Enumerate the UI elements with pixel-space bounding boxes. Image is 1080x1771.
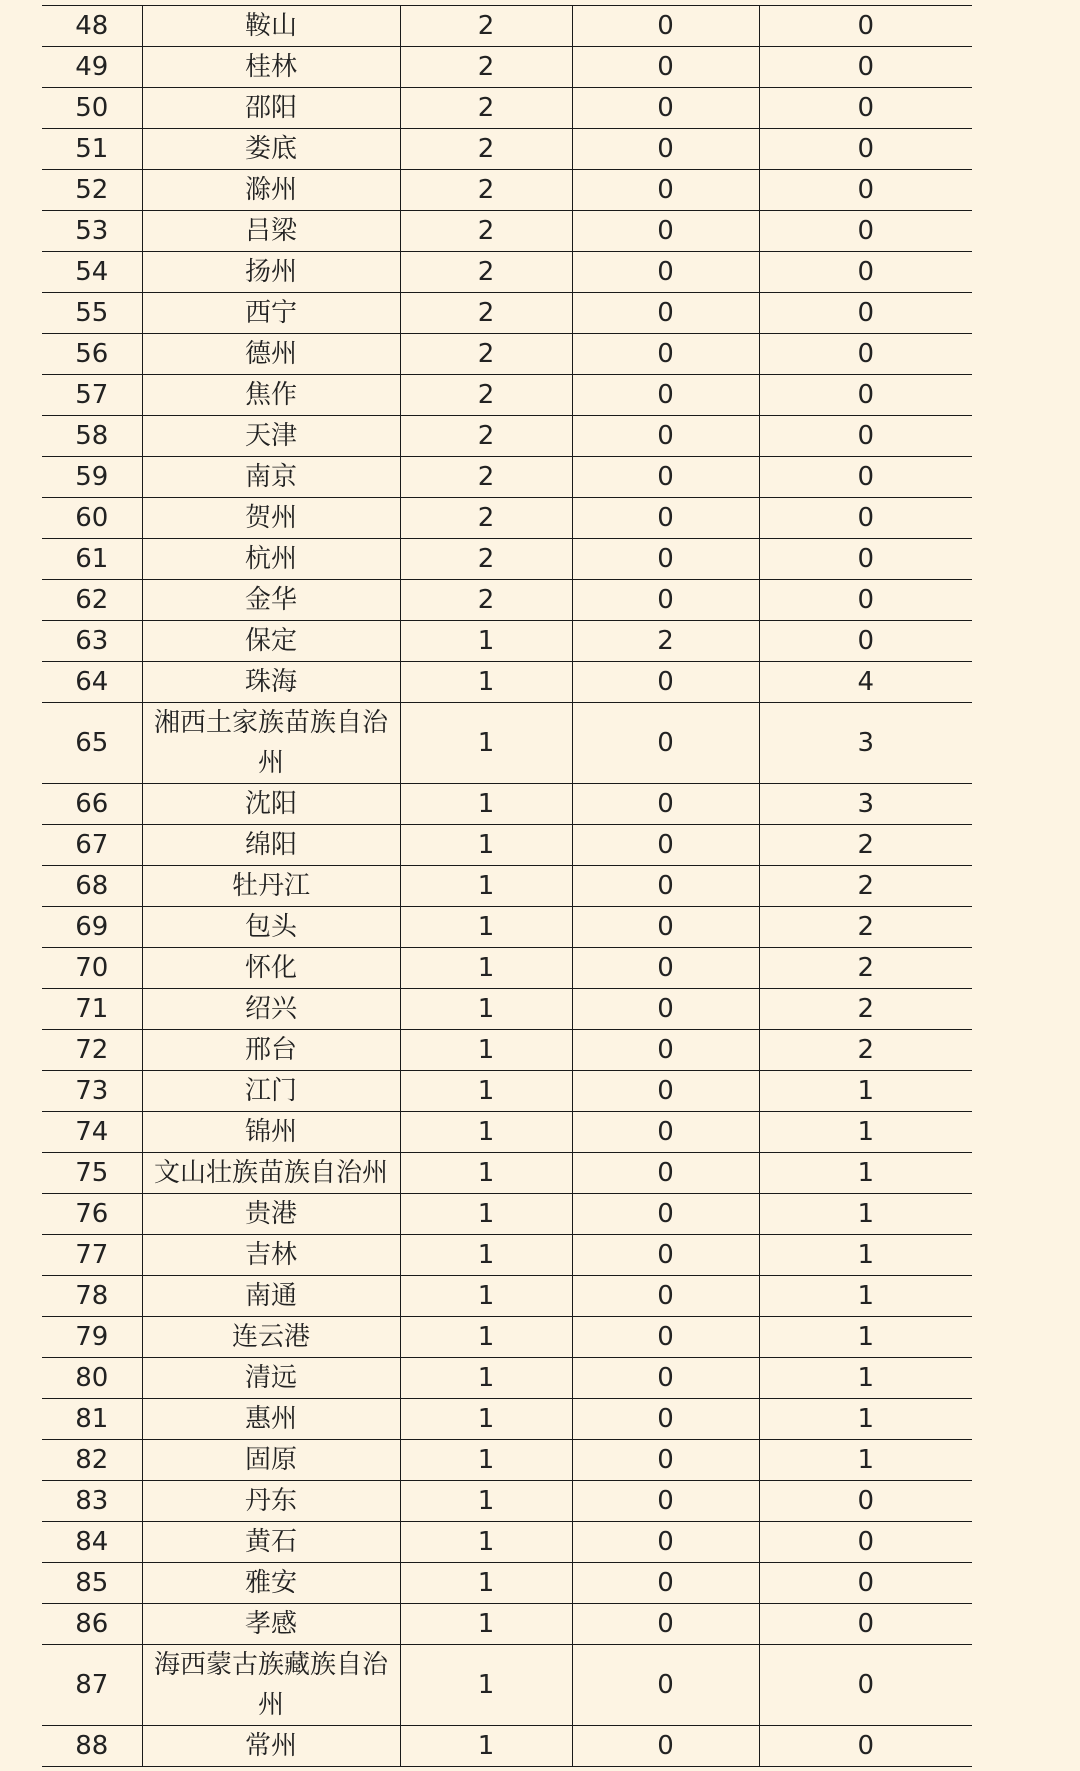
count-1-cell: 1: [400, 825, 572, 866]
count-3-cell: 1: [759, 1358, 972, 1399]
count-1-cell: 1: [400, 866, 572, 907]
city-cell: 邵阳: [142, 88, 400, 129]
city-cell: 南通: [142, 1276, 400, 1317]
count-2-cell: 2: [572, 621, 759, 662]
count-2-cell: 0: [572, 1481, 759, 1522]
table-row: [42, 457, 972, 498]
table-row: [42, 1358, 972, 1399]
count-3-cell: 0: [759, 1522, 972, 1563]
count-2-cell: 0: [572, 170, 759, 211]
count-3-cell: 1: [759, 1112, 972, 1153]
count-3-cell: 1: [759, 1440, 972, 1481]
count-1-cell: 2: [400, 6, 572, 47]
rank-cell: 67: [42, 825, 142, 866]
count-2-cell: 0: [572, 1030, 759, 1071]
city-cell: 常州: [142, 1726, 400, 1767]
count-2-cell: 0: [572, 252, 759, 293]
city-cell: 沈阳: [142, 784, 400, 825]
count-1-cell: 2: [400, 498, 572, 539]
rank-cell: 68: [42, 866, 142, 907]
count-1-cell: 2: [400, 416, 572, 457]
count-1-cell: 1: [400, 1440, 572, 1481]
rank-cell: 64: [42, 662, 142, 703]
table-row: [42, 252, 972, 293]
count-3-cell: 1: [759, 1317, 972, 1358]
count-2-cell: 0: [572, 375, 759, 416]
count-1-cell: 2: [400, 211, 572, 252]
count-3-cell: 0: [759, 170, 972, 211]
table-row: [42, 211, 972, 252]
count-2-cell: 0: [572, 907, 759, 948]
count-2-cell: 0: [572, 1071, 759, 1112]
rank-cell: 58: [42, 416, 142, 457]
city-cell: 桂林: [142, 47, 400, 88]
rank-cell: 81: [42, 1399, 142, 1440]
rank-cell: 66: [42, 784, 142, 825]
rank-cell: 82: [42, 1440, 142, 1481]
table-row: [42, 539, 972, 580]
count-2-cell: 0: [572, 825, 759, 866]
table-row: [42, 1276, 972, 1317]
count-3-cell: 0: [759, 6, 972, 47]
count-1-cell: 1: [400, 621, 572, 662]
count-1-cell: 1: [400, 1563, 572, 1604]
table-row: [42, 1604, 972, 1645]
table-row: [42, 621, 972, 662]
count-3-cell: 3: [759, 703, 972, 784]
city-cell: 邢台: [142, 1030, 400, 1071]
table-row: [42, 784, 972, 825]
count-1-cell: 2: [400, 293, 572, 334]
table-row: [42, 1317, 972, 1358]
rank-cell: 50: [42, 88, 142, 129]
city-cell: 海西蒙古族藏族自治州: [142, 1645, 400, 1726]
table-row: [42, 293, 972, 334]
count-1-cell: 2: [400, 47, 572, 88]
city-cell: 鞍山: [142, 6, 400, 47]
table-row: [42, 703, 972, 784]
city-cell: 吉林: [142, 1235, 400, 1276]
city-cell: 焦作: [142, 375, 400, 416]
rank-cell: 61: [42, 539, 142, 580]
table-row: [42, 948, 972, 989]
table-row: [42, 1030, 972, 1071]
city-cell: 雅安: [142, 1563, 400, 1604]
count-1-cell: 1: [400, 703, 572, 784]
rank-cell: 60: [42, 498, 142, 539]
city-cell: 清远: [142, 1358, 400, 1399]
count-3-cell: 4: [759, 662, 972, 703]
rank-cell: 84: [42, 1522, 142, 1563]
count-2-cell: 0: [572, 1645, 759, 1726]
table-row: [42, 580, 972, 621]
city-cell: 包头: [142, 907, 400, 948]
table-row: [42, 498, 972, 539]
count-2-cell: 0: [572, 784, 759, 825]
table-row: [42, 1726, 972, 1767]
city-cell: 贺州: [142, 498, 400, 539]
count-2-cell: 0: [572, 948, 759, 989]
city-cell: 西宁: [142, 293, 400, 334]
count-2-cell: 0: [572, 498, 759, 539]
city-cell: 丹东: [142, 1481, 400, 1522]
table-row: [42, 47, 972, 88]
table-row: [42, 6, 972, 47]
city-cell: 娄底: [142, 129, 400, 170]
table-row: [42, 1522, 972, 1563]
count-1-cell: 1: [400, 784, 572, 825]
table-row: [42, 170, 972, 211]
rank-cell: 55: [42, 293, 142, 334]
table-row: [42, 1194, 972, 1235]
count-3-cell: 2: [759, 866, 972, 907]
count-2-cell: 0: [572, 1235, 759, 1276]
rank-cell: 83: [42, 1481, 142, 1522]
count-1-cell: 1: [400, 662, 572, 703]
count-1-cell: 1: [400, 1071, 572, 1112]
city-cell: 湘西土家族苗族自治州: [142, 703, 400, 784]
rank-cell: 87: [42, 1645, 142, 1726]
count-3-cell: 1: [759, 1235, 972, 1276]
table-row: [42, 1071, 972, 1112]
count-2-cell: 0: [572, 866, 759, 907]
count-2-cell: 0: [572, 293, 759, 334]
rank-cell: 70: [42, 948, 142, 989]
count-1-cell: 2: [400, 88, 572, 129]
city-cell: 金华: [142, 580, 400, 621]
count-1-cell: 1: [400, 1726, 572, 1767]
rank-cell: 79: [42, 1317, 142, 1358]
count-2-cell: 0: [572, 1153, 759, 1194]
count-3-cell: 0: [759, 211, 972, 252]
table-row: [42, 1440, 972, 1481]
count-2-cell: 0: [572, 703, 759, 784]
city-cell: 珠海: [142, 662, 400, 703]
count-2-cell: 0: [572, 47, 759, 88]
count-1-cell: 1: [400, 1522, 572, 1563]
count-2-cell: 0: [572, 1194, 759, 1235]
count-2-cell: 0: [572, 580, 759, 621]
rank-cell: 85: [42, 1563, 142, 1604]
rank-cell: 78: [42, 1276, 142, 1317]
rank-cell: 74: [42, 1112, 142, 1153]
count-3-cell: 0: [759, 88, 972, 129]
rank-cell: 51: [42, 129, 142, 170]
rank-cell: 75: [42, 1153, 142, 1194]
city-cell: 黄石: [142, 1522, 400, 1563]
city-cell: 德州: [142, 334, 400, 375]
rank-cell: 77: [42, 1235, 142, 1276]
count-2-cell: 0: [572, 334, 759, 375]
count-2-cell: 0: [572, 1604, 759, 1645]
count-1-cell: 1: [400, 1194, 572, 1235]
table-row: [42, 129, 972, 170]
count-2-cell: 0: [572, 6, 759, 47]
count-3-cell: 0: [759, 1726, 972, 1767]
table-row: [42, 334, 972, 375]
ranking-table-container: [42, 5, 972, 1767]
city-cell: 固原: [142, 1440, 400, 1481]
rank-cell: 80: [42, 1358, 142, 1399]
count-3-cell: 0: [759, 1645, 972, 1726]
city-cell: 扬州: [142, 252, 400, 293]
count-2-cell: 0: [572, 1317, 759, 1358]
rank-cell: 59: [42, 457, 142, 498]
count-2-cell: 0: [572, 1399, 759, 1440]
city-cell: 天津: [142, 416, 400, 457]
count-1-cell: 2: [400, 580, 572, 621]
city-cell: 吕梁: [142, 211, 400, 252]
count-2-cell: 0: [572, 1276, 759, 1317]
rank-cell: 71: [42, 989, 142, 1030]
count-1-cell: 1: [400, 1399, 572, 1440]
count-1-cell: 1: [400, 1645, 572, 1726]
rank-cell: 62: [42, 580, 142, 621]
count-3-cell: 0: [759, 47, 972, 88]
city-cell: 杭州: [142, 539, 400, 580]
city-cell: 怀化: [142, 948, 400, 989]
count-1-cell: 2: [400, 334, 572, 375]
count-3-cell: 0: [759, 580, 972, 621]
rank-cell: 72: [42, 1030, 142, 1071]
city-cell: 绵阳: [142, 825, 400, 866]
table-row: [42, 1481, 972, 1522]
count-3-cell: 0: [759, 539, 972, 580]
count-1-cell: 2: [400, 252, 572, 293]
table-row: [42, 1235, 972, 1276]
rank-cell: 73: [42, 1071, 142, 1112]
city-cell: 绍兴: [142, 989, 400, 1030]
count-1-cell: 2: [400, 457, 572, 498]
count-3-cell: 0: [759, 498, 972, 539]
count-1-cell: 2: [400, 375, 572, 416]
count-3-cell: 2: [759, 907, 972, 948]
rank-cell: 52: [42, 170, 142, 211]
count-2-cell: 0: [572, 457, 759, 498]
count-1-cell: 1: [400, 948, 572, 989]
count-3-cell: 3: [759, 784, 972, 825]
count-2-cell: 0: [572, 211, 759, 252]
table-row: [42, 989, 972, 1030]
city-cell: 锦州: [142, 1112, 400, 1153]
count-1-cell: 1: [400, 1358, 572, 1399]
count-3-cell: 0: [759, 334, 972, 375]
city-cell: 文山壮族苗族自治州: [142, 1153, 400, 1194]
rank-cell: 88: [42, 1726, 142, 1767]
count-1-cell: 1: [400, 1153, 572, 1194]
count-1-cell: 1: [400, 907, 572, 948]
count-3-cell: 1: [759, 1153, 972, 1194]
count-3-cell: 0: [759, 252, 972, 293]
city-cell: 保定: [142, 621, 400, 662]
city-cell: 惠州: [142, 1399, 400, 1440]
count-3-cell: 0: [759, 621, 972, 662]
count-3-cell: 1: [759, 1276, 972, 1317]
count-3-cell: 0: [759, 129, 972, 170]
count-2-cell: 0: [572, 88, 759, 129]
count-3-cell: 2: [759, 989, 972, 1030]
city-cell: 江门: [142, 1071, 400, 1112]
count-3-cell: 0: [759, 1481, 972, 1522]
count-2-cell: 0: [572, 989, 759, 1030]
count-3-cell: 0: [759, 416, 972, 457]
count-3-cell: 1: [759, 1071, 972, 1112]
count-1-cell: 1: [400, 1112, 572, 1153]
rank-cell: 69: [42, 907, 142, 948]
rank-cell: 76: [42, 1194, 142, 1235]
table-row: [42, 1399, 972, 1440]
city-cell: 连云港: [142, 1317, 400, 1358]
count-3-cell: 2: [759, 1030, 972, 1071]
city-cell: 滁州: [142, 170, 400, 211]
count-1-cell: 2: [400, 170, 572, 211]
table-row: [42, 1112, 972, 1153]
table-row: [42, 662, 972, 703]
city-cell: 南京: [142, 457, 400, 498]
city-cell: 牡丹江: [142, 866, 400, 907]
count-2-cell: 0: [572, 1563, 759, 1604]
count-2-cell: 0: [572, 1726, 759, 1767]
table-row: [42, 866, 972, 907]
count-2-cell: 0: [572, 416, 759, 457]
count-1-cell: 1: [400, 1235, 572, 1276]
count-3-cell: 1: [759, 1399, 972, 1440]
ranking-table-body: [42, 6, 972, 1767]
rank-cell: 57: [42, 375, 142, 416]
rank-cell: 86: [42, 1604, 142, 1645]
city-cell: 孝感: [142, 1604, 400, 1645]
ranking-table: [42, 5, 972, 1767]
count-1-cell: 1: [400, 1481, 572, 1522]
count-2-cell: 0: [572, 539, 759, 580]
count-3-cell: 2: [759, 948, 972, 989]
count-3-cell: 0: [759, 375, 972, 416]
count-1-cell: 2: [400, 539, 572, 580]
count-1-cell: 1: [400, 1317, 572, 1358]
count-1-cell: 1: [400, 1604, 572, 1645]
table-row: [42, 1563, 972, 1604]
count-2-cell: 0: [572, 1440, 759, 1481]
rank-cell: 65: [42, 703, 142, 784]
rank-cell: 54: [42, 252, 142, 293]
count-2-cell: 0: [572, 662, 759, 703]
table-row: [42, 88, 972, 129]
rank-cell: 53: [42, 211, 142, 252]
table-row: [42, 825, 972, 866]
rank-cell: 49: [42, 47, 142, 88]
count-3-cell: 1: [759, 1194, 972, 1235]
count-2-cell: 0: [572, 129, 759, 170]
count-2-cell: 0: [572, 1358, 759, 1399]
table-row: [42, 907, 972, 948]
count-2-cell: 0: [572, 1522, 759, 1563]
count-3-cell: 0: [759, 293, 972, 334]
count-3-cell: 0: [759, 1604, 972, 1645]
count-2-cell: 0: [572, 1112, 759, 1153]
rank-cell: 56: [42, 334, 142, 375]
count-3-cell: 0: [759, 1563, 972, 1604]
city-cell: 贵港: [142, 1194, 400, 1235]
table-row: [42, 1645, 972, 1726]
count-3-cell: 2: [759, 825, 972, 866]
count-3-cell: 0: [759, 457, 972, 498]
table-row: [42, 375, 972, 416]
count-1-cell: 1: [400, 1030, 572, 1071]
rank-cell: 48: [42, 6, 142, 47]
count-1-cell: 2: [400, 129, 572, 170]
table-row: [42, 1153, 972, 1194]
count-1-cell: 1: [400, 989, 572, 1030]
count-1-cell: 1: [400, 1276, 572, 1317]
table-row: [42, 416, 972, 457]
rank-cell: 63: [42, 621, 142, 662]
